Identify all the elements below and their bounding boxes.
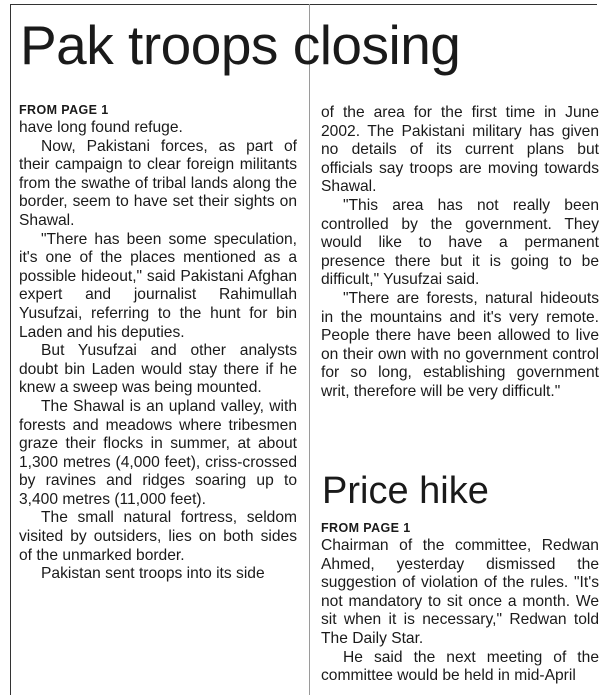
headline-price-hike: Price hike (322, 470, 489, 512)
story1-column-2 (321, 104, 599, 402)
story2-kicker: FROM PAGE 1 (321, 521, 411, 535)
story2-paragraph: He said the next meeting of the committee would be held in mid-April (321, 648, 599, 685)
story1-paragraph: "There are forests, natural hideouts in the mountains and it's very remote. People there have been allowed to live on their own with no government control for so long, establishing government writ, therefore will be very difficult." (321, 289, 599, 400)
column-divider (309, 4, 310, 695)
story2-paragraph: Chairman of the committee, Redwan Ahmed, yesterday dismissed the suggestion of violation of the rules. "It's not mandatory to sit once a month. We sit when it is necessary," Redwan told The Daily Star. (321, 537, 599, 647)
story1-paragraph: Now, Pakistani forces, as part of their campaign to clear foreign militants from the swathe of tribal lands along the border, seem to have set their sights on Shawal. (19, 137, 297, 229)
story1-paragraph: The Shawal is an upland valley, with forests and meadows where tribesmen graze their flocks in summer, at about 1,300 metres (4,000 feet), criss-crossed by ravines and ridges soaring up to 3,400 metres (11,000 feet). (19, 397, 297, 508)
story1-paragraph: The small natural fortress, seldom visited by outsiders, lies on both sides of the unmarked border. (19, 509, 297, 564)
story1-paragraph: of the area for the first time in June 2002. The Pakistani military has given no details of its current plans but officials say troops are moving towards Shawal. (321, 104, 599, 196)
story1-paragraph: But Yusufzai and other analysts doubt bin Laden would stay there if he knew a sweep was being mounted. (19, 342, 297, 397)
story1-paragraph: "This area has not really been controlled by the government. They would like to have a permanent presence there but it is going to be difficult," Yusufzai said. (321, 196, 599, 289)
story1-paragraph: have long found refuge. (19, 119, 183, 136)
story1-paragraph: "There has been some speculation, it's one of the places mentioned as a possible hideout," said Pakistani Afghan expert and journalist Rahimullah Yusufzai, referring to the hunt for bin Laden and his deputies. (19, 230, 297, 341)
left-border-rule (10, 4, 11, 695)
story1-paragraph: Pakistan sent troops into its side (41, 565, 265, 583)
top-border-rule (10, 4, 597, 5)
story1-kicker: FROM PAGE 1 (19, 103, 109, 117)
story1-column-1 (19, 102, 297, 584)
story2-column (321, 520, 599, 686)
headline-pak-troops: Pak troops closing (20, 14, 461, 76)
